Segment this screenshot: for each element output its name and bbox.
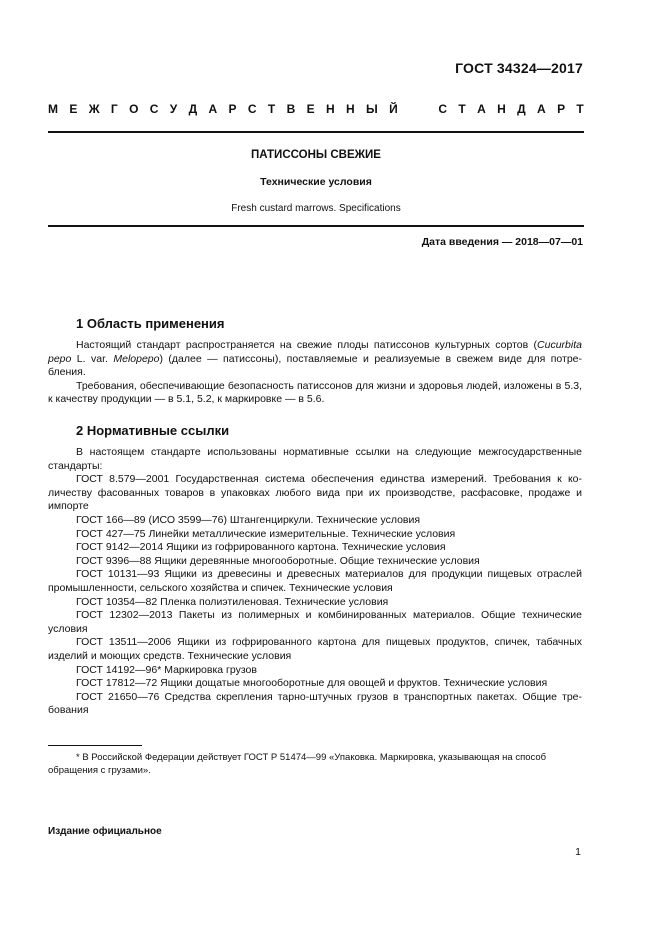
interstate-standard-banner <box>48 102 584 116</box>
section-1-paragraph-2: Требования, обеспечивающие безопасность патиссонов для жизни и здоровья людей, изложены в 5.3, к качеству продукции — в 5.1, 5.2, к маркировке — в 5.6. <box>48 379 582 406</box>
reference-item: ГОСТ 14192—96* Маркировка грузов <box>76 663 257 676</box>
page-number: 1 <box>575 846 581 858</box>
introduction-date: Дата введения — 2018—07—01 <box>421 236 583 248</box>
section-1-body <box>48 339 582 407</box>
top-rule <box>48 131 584 133</box>
reference-item: ГОСТ 12302—2013 Пакеты из полимерных и комбинированных материалов. Общие технические условия <box>48 609 582 635</box>
official-edition-label: Издание официальное <box>48 826 162 837</box>
banner-letter: Д <box>188 102 198 116</box>
gost-number: ГОСТ 34324—2017 <box>455 60 583 76</box>
footnote: * В Российской Федерации действует ГОСТ Р 51474—99 «Упаковка. Маркировка, указывающая на способ обращения с грузами». <box>48 752 547 776</box>
banner-letter: Н <box>345 102 355 116</box>
reference-item: ГОСТ 10131—93 Ящики из древесины и древесных материалов для продукции пищевых отраслей промышленности, сельского хозяйства и спичек. Технические условия <box>48 568 582 594</box>
section-2-heading: 2 Нормативные ссылки <box>76 423 230 438</box>
banner-letter: М <box>48 102 58 116</box>
banner-letter: С <box>438 102 448 116</box>
banner-letter: Р <box>557 102 566 116</box>
document-title: ПАТИССОНЫ СВЕЖИЕ <box>251 149 381 161</box>
banner-letter: Т <box>458 102 466 116</box>
reference-item: ГОСТ 427—75 Линейки металлические измерительные. Технические условия <box>76 527 456 540</box>
banner-letter: А <box>537 102 546 116</box>
title-bottom-rule <box>48 225 584 227</box>
banner-letter: Е <box>69 102 78 116</box>
banner-letter: Р <box>228 102 237 116</box>
banner-letter: У <box>169 102 178 116</box>
reference-item: ГОСТ 13511—2006 Ящики из гофрированного картона для пищевых продуктов, спичек, табачных изделий и моющих средств. Технические условия <box>48 636 582 662</box>
banner-letter: Й <box>389 102 398 116</box>
document-subtitle: Технические условия <box>260 176 372 188</box>
banner-letter: О <box>129 102 139 116</box>
reference-item: ГОСТ 166—89 (ИСО 3599—76) Штангенциркули. Технические условия <box>76 513 421 526</box>
banner-letter: А <box>208 102 218 116</box>
banner-letter: Н <box>325 102 335 116</box>
banner-letter: Н <box>497 102 506 116</box>
reference-item: ГОСТ 17812—72 Ящики дощатые многооборотные для овощей и фруктов. Технические условия <box>76 677 548 690</box>
section-1-heading: 1 Область применения <box>76 316 225 331</box>
banner-letter: Ы <box>365 102 378 116</box>
banner-letter: С <box>247 102 257 116</box>
banner-letter: С <box>149 102 159 116</box>
reference-item: ГОСТ 8.579—2001 Государственная система обеспечения единства измерений. Требования к ко-личеству фасованных товаров в упаковках любого вида при их производстве, расфасовке, продаже и импорте <box>48 473 582 513</box>
banner-letter: Г <box>110 102 118 116</box>
banner-letter: Т <box>576 102 584 116</box>
section-1-paragraph-1: Настоящий стандарт распространяется на свежие плоды патиссонов культурных сортов (Cucurbita pepo L. var. Melopepo) (далее — патиссоны), поставляемые и реализуемые в свежем виде для потре-бления. <box>48 339 583 379</box>
banner-letter: Д <box>517 102 526 116</box>
footnote-rule <box>48 745 142 746</box>
references-list <box>48 473 582 718</box>
banner-letter: В <box>286 102 296 116</box>
reference-item: ГОСТ 21650—76 Средства скрепления тарно-штучных грузов в транспортных пакетах. Общие тре-бования <box>48 690 582 717</box>
reference-item: ГОСТ 10354—82 Пленка полиэтиленовая. Технические условия <box>76 595 389 608</box>
section-2-body <box>48 446 582 718</box>
banner-letter: Ж <box>88 102 100 116</box>
banner-letter: Е <box>306 102 315 116</box>
english-title: Fresh custard marrows. Specifications <box>231 203 401 214</box>
banner-letter: А <box>477 102 486 116</box>
banner-letter <box>424 102 427 116</box>
reference-item: ГОСТ 9142—2014 Ящики из гофрированного картона. Технические условия <box>76 541 446 554</box>
reference-item: ГОСТ 9396—88 Ящики деревянные многооборотные. Общие технические условия <box>76 554 480 567</box>
banner-letter <box>409 102 412 116</box>
section-2-intro: В настоящем стандарте использованы нормативные ссылки на следующие межгосударственные стандарты: <box>48 446 582 472</box>
banner-letter: Т <box>267 102 276 116</box>
